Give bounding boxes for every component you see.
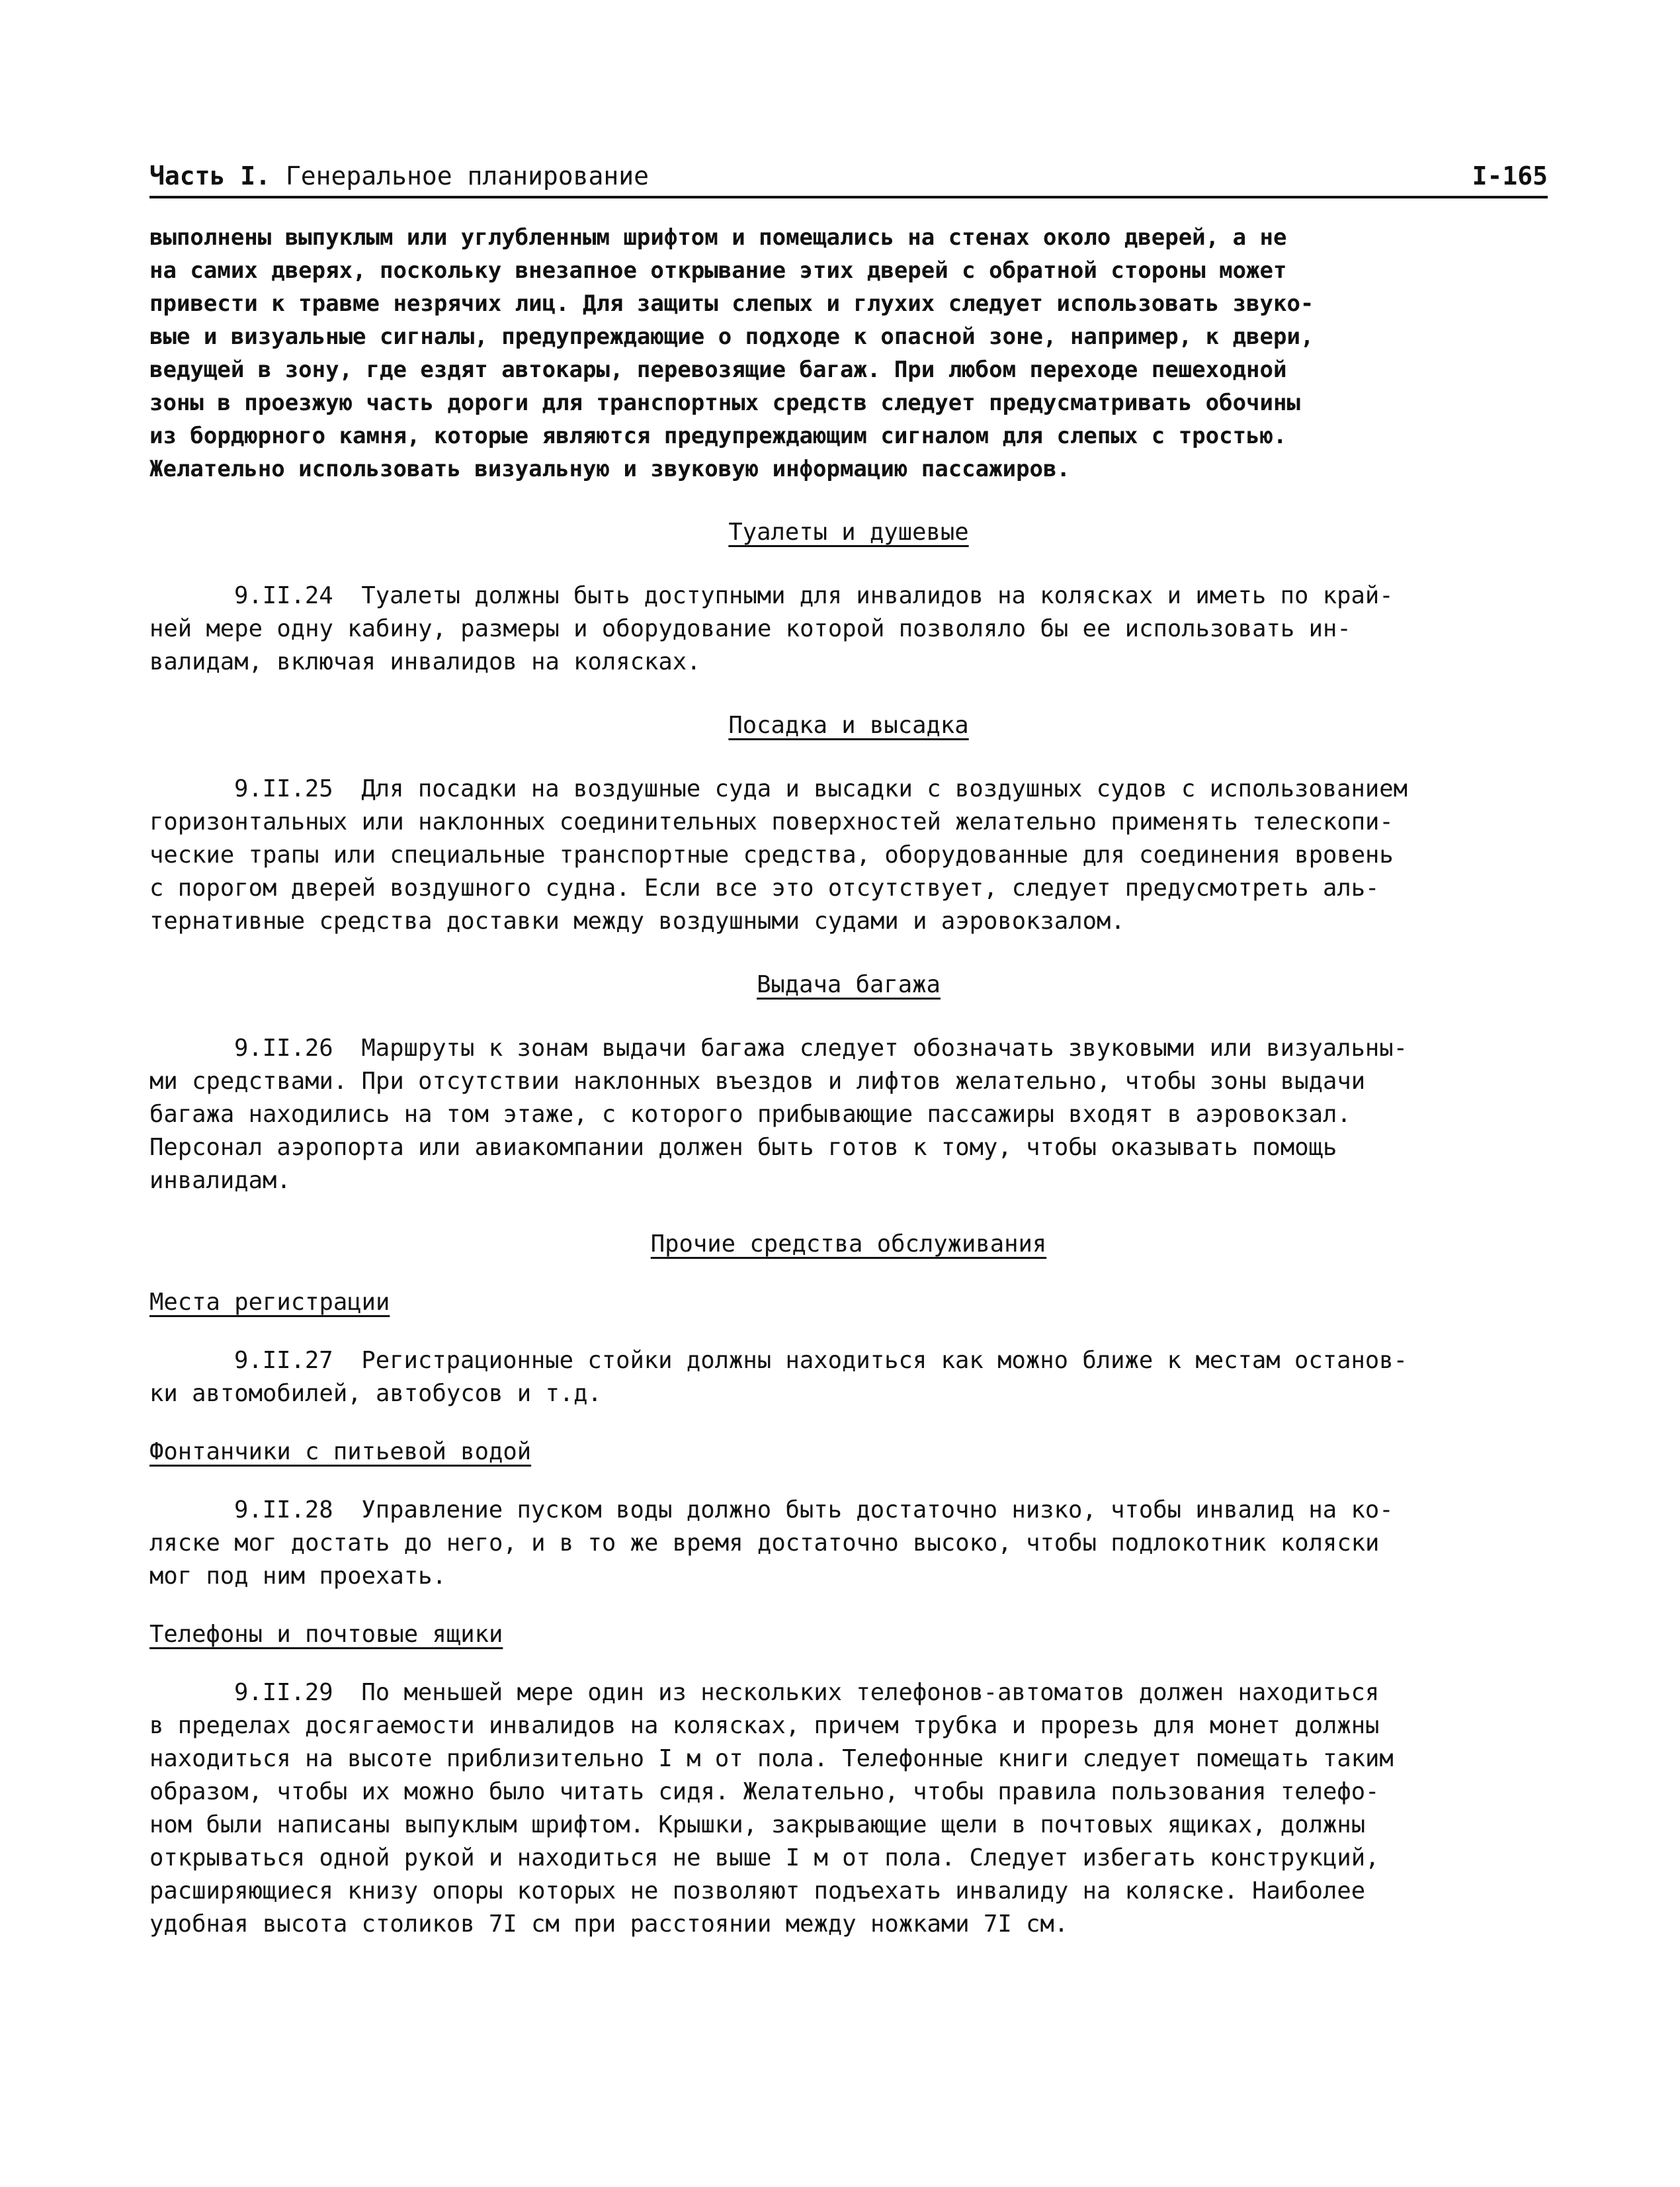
text-line: ми средствами. При отсутствии наклонных въездов и лифтов желательно, чтобы зоны выдачи	[149, 1068, 1366, 1095]
page-body	[149, 221, 1548, 1941]
page-number: I-165	[1472, 161, 1548, 191]
text-line: находиться на высоте приблизительно I м от пола. Телефонные книги следует помещать таким	[149, 1745, 1394, 1772]
paragraph-9-11-28	[149, 1494, 1548, 1593]
text-line: привести к травме незрячих лиц. Для защиты слепых и глухих следует использовать звуко-	[149, 290, 1314, 317]
text-line: в пределах досягаемости инвалидов на колясках, причем трубка и прорезь для монет должны	[149, 1712, 1380, 1739]
subsection-heading-fountains: Фонтанчики с питьевой водой	[149, 1438, 532, 1465]
text-line: открываться одной рукой и находиться не выше I м от пола. Следует избегать конструкций,	[149, 1844, 1380, 1871]
text-line: вые и визуальные сигналы, предупреждающие о подходе к опасной зоне, например, к двери,	[149, 323, 1314, 350]
section-heading-toilets: Туалеты и душевые	[728, 519, 969, 546]
text-line: из бордюрного камня, которые являются предупреждающим сигналом для слепых с тростью.	[149, 423, 1287, 449]
intro-paragraph	[149, 221, 1548, 486]
text-line: с порогом дверей воздушного судна. Если все это отсутствует, следует предусмотреть аль-	[149, 875, 1380, 902]
text-line: инвалидам.	[149, 1167, 291, 1194]
paragraph-9-11-29	[149, 1676, 1548, 1941]
paragraph-9-11-24	[149, 579, 1548, 679]
text-line: выполнены выпуклым или углубленным шрифтом и помещались на стенах около дверей, а не	[149, 224, 1287, 251]
text-line: мог под ним проехать.	[149, 1563, 446, 1590]
text-line: ней мере одну кабину, размеры и оборудование которой позволяло бы ее использовать ин-	[149, 615, 1351, 642]
text-line: горизонтальных или наклонных соединительных поверхностей желательно применять телескопи-	[149, 808, 1394, 836]
part-title: Генеральное планирование	[285, 161, 649, 191]
text-line: удобная высота столиков 7I см при расстоянии между ножками 7I см.	[149, 1910, 1069, 1938]
paragraph-9-11-25	[149, 773, 1548, 938]
text-line: багажа находились на том этаже, с которого прибывающие пассажиры входят в аэровокзал.	[149, 1101, 1351, 1128]
text-line: ческие трапы или специальные транспортные средства, оборудованные для соединения вровень	[149, 841, 1394, 869]
text-line: ки автомобилей, автобусов и т.д.	[149, 1380, 602, 1407]
page-header	[149, 159, 1548, 198]
running-title	[149, 159, 649, 193]
section-heading-boarding: Посадка и высадка	[728, 712, 969, 739]
subsection-heading-checkin: Места регистрации	[149, 1289, 390, 1316]
subsection-heading-phones: Телефоны и почтовые ящики	[149, 1621, 503, 1648]
text-line: зоны в проезжую часть дороги для транспортных средств следует предусматривать обочины	[149, 390, 1300, 416]
text-line: ведущей в зону, где ездят автокары, перевозящие багаж. При любом переходе пешеходной	[149, 357, 1287, 383]
text-line: на самих дверях, поскольку внезапное открывание этих дверей с обратной стороны может	[149, 257, 1287, 284]
text-line: 9.II.26 Маршруты к зонам выдачи багажа следует обозначать звуковыми или визуальны-	[234, 1035, 1407, 1062]
text-line: 9.II.24 Туалеты должны быть доступными для инвалидов на колясках и иметь по край-	[234, 582, 1394, 609]
text-line: 9.II.27 Регистрационные стойки должны находиться как можно ближе к местам останов-	[234, 1347, 1407, 1374]
text-line: Персонал аэропорта или авиакомпании должен быть готов к тому, чтобы оказывать помощь	[149, 1134, 1337, 1161]
text-line: 9.II.25 Для посадки на воздушные суда и высадки с воздушных судов с использованием	[234, 775, 1407, 802]
text-line: ном были написаны выпуклым шрифтом. Крышки, закрывающие щели в почтовых ящиках, должны	[149, 1811, 1366, 1838]
text-line: 9.II.28 Управление пуском воды должно быть достаточно низко, чтобы инвалид на ко-	[234, 1496, 1394, 1523]
text-line: 9.II.29 По меньшей мере один из нескольких телефонов-автоматов должен находиться	[234, 1679, 1380, 1706]
section-heading-other-services: Прочие средства обслуживания	[650, 1230, 1047, 1258]
text-line: Желательно использовать визуальную и звуковую информацию пассажиров.	[149, 456, 1070, 482]
text-line: тернативные средства доставки между воздушными судами и аэровокзалом.	[149, 908, 1125, 935]
part-number: Часть I.	[149, 161, 271, 191]
paragraph-9-11-26	[149, 1032, 1548, 1197]
text-line: валидам, включая инвалидов на колясках.	[149, 648, 701, 675]
section-heading-baggage: Выдача багажа	[757, 971, 941, 998]
paragraph-9-11-27	[149, 1344, 1548, 1410]
text-line: ляске мог достать до него, и в то же время достаточно высоко, чтобы подлокотник коляски	[149, 1529, 1380, 1557]
text-line: образом, чтобы их можно было читать сидя. Желательно, чтобы правила пользования телефо-	[149, 1778, 1380, 1805]
text-line: расширяющиеся книзу опоры которых не позволяют подъехать инвалиду на коляске. Наиболее	[149, 1877, 1366, 1905]
